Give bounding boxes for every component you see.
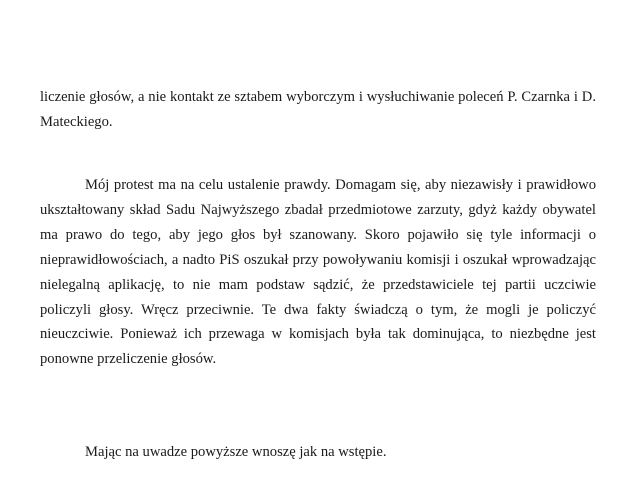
paragraph-continuation: liczenie głosów, a nie kontakt ze sztabem wyborczym i wysłuchiwanie poleceń P. Czarnka i D. Mateckiego. (40, 89, 596, 130)
paragraph-closing-request: Mając na uwadze powyższe wnoszę jak na wstępie. (85, 444, 387, 460)
paragraph-protest-purpose: Mój protest ma na celu ustalenie prawdy. Domagam się, aby niezawisły i prawidłowo ukształtowany skład Sadu Najwyższego zbadał przedmiotowe zarzuty, gdyż każdy obywatel ma prawo do tego, aby jego głos był szanowany. Skoro pojawiło się tyle informacji o nieprawidłowościach, a nadto PiS oszukał przy powoływaniu komisji i oszukał wprowadzając nielegalną aplikację, to nie mam podstaw sądzić, że przedstawiciele tej partii uczciwie policzyli głosy. Wręcz przeciwnie. Te dwa fakty świadczą o tym, że mogli je policzyć nieuczciwie. Ponieważ ich przewaga w komisjach była tak dominująca, to niezbędne jest ponowne przeliczenie głosów. (40, 177, 596, 368)
